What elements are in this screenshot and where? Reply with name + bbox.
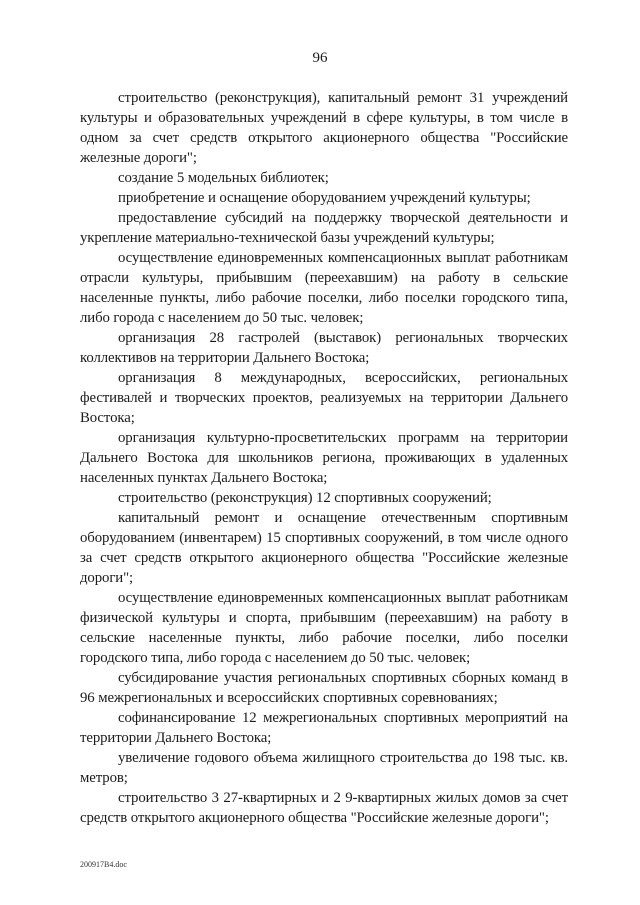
paragraph-11: осуществление единовременных компенсационных выплат работникам физической культуры и спорта, прибывшим (переехавшим) на работу в сельские населенные пункты, либо рабочие поселки, либо поселки городского типа, либо города с населением до 50 тыс. человек; (80, 590, 568, 666)
paragraph-14: увеличение годового объема жилищного строительства до 198 тыс. кв. метров; (80, 750, 568, 786)
paragraph-9: строительство (реконструкция) 12 спортивных сооружений; (118, 490, 492, 506)
paragraph-4: предоставление субсидий на поддержку творческой деятельности и укрепление материально-технической базы учреждений культуры; (80, 210, 568, 246)
paragraph-10: капитальный ремонт и оснащение отечественным спортивным оборудованием (инвентарем) 15 спортивных сооружений, в том числе одного за счет средств открытого акционерного общества "Российские железные дороги"; (80, 510, 568, 586)
document-body (80, 88, 568, 828)
paragraph-7: организация 8 международных, всероссийских, региональных фестивалей и творческих проектов, реализуемых на территории Дальнего Востока; (80, 370, 568, 426)
paragraph-2: создание 5 модельных библиотек; (118, 170, 329, 186)
paragraph-15: строительство 3 27-квартирных и 2 9-квартирных жилых домов за счет средств открытого акционерного общества "Российские железные дороги"; (80, 790, 568, 826)
paragraph-6: организация 28 гастролей (выставок) региональных творческих коллективов на территории Дальнего Востока; (80, 330, 568, 366)
page-number: 96 (312, 50, 328, 66)
paragraph-1: строительство (реконструкция), капитальный ремонт 31 учреждений культуры и образовательных учреждений в сфере культуры, в том числе в одном за счет средств открытого акционерного общества "Российские железные дороги"; (80, 90, 568, 166)
paragraph-13: софинансирование 12 межрегиональных спортивных мероприятий на территории Дальнего Востока; (80, 710, 568, 746)
paragraph-8: организация культурно-просветительских программ на территории Дальнего Востока для школьников региона, проживающих в удаленных населенных пунктах Дальнего Востока; (80, 430, 568, 486)
paragraph-5: осуществление единовременных компенсационных выплат работникам отрасли культуры, прибывшим (переехавшим) на работу в сельские населенные пункты, либо рабочие поселки, либо поселки городского типа, либо города с населением до 50 тыс. человек; (80, 250, 568, 326)
paragraph-12: субсидирование участия региональных спортивных сборных команд в 96 межрегиональных и всероссийских спортивных соревнованиях; (80, 670, 568, 706)
footer-filename: 200917В4.doc (80, 860, 127, 869)
paragraph-3: приобретение и оснащение оборудованием учреждений культуры; (118, 190, 531, 206)
